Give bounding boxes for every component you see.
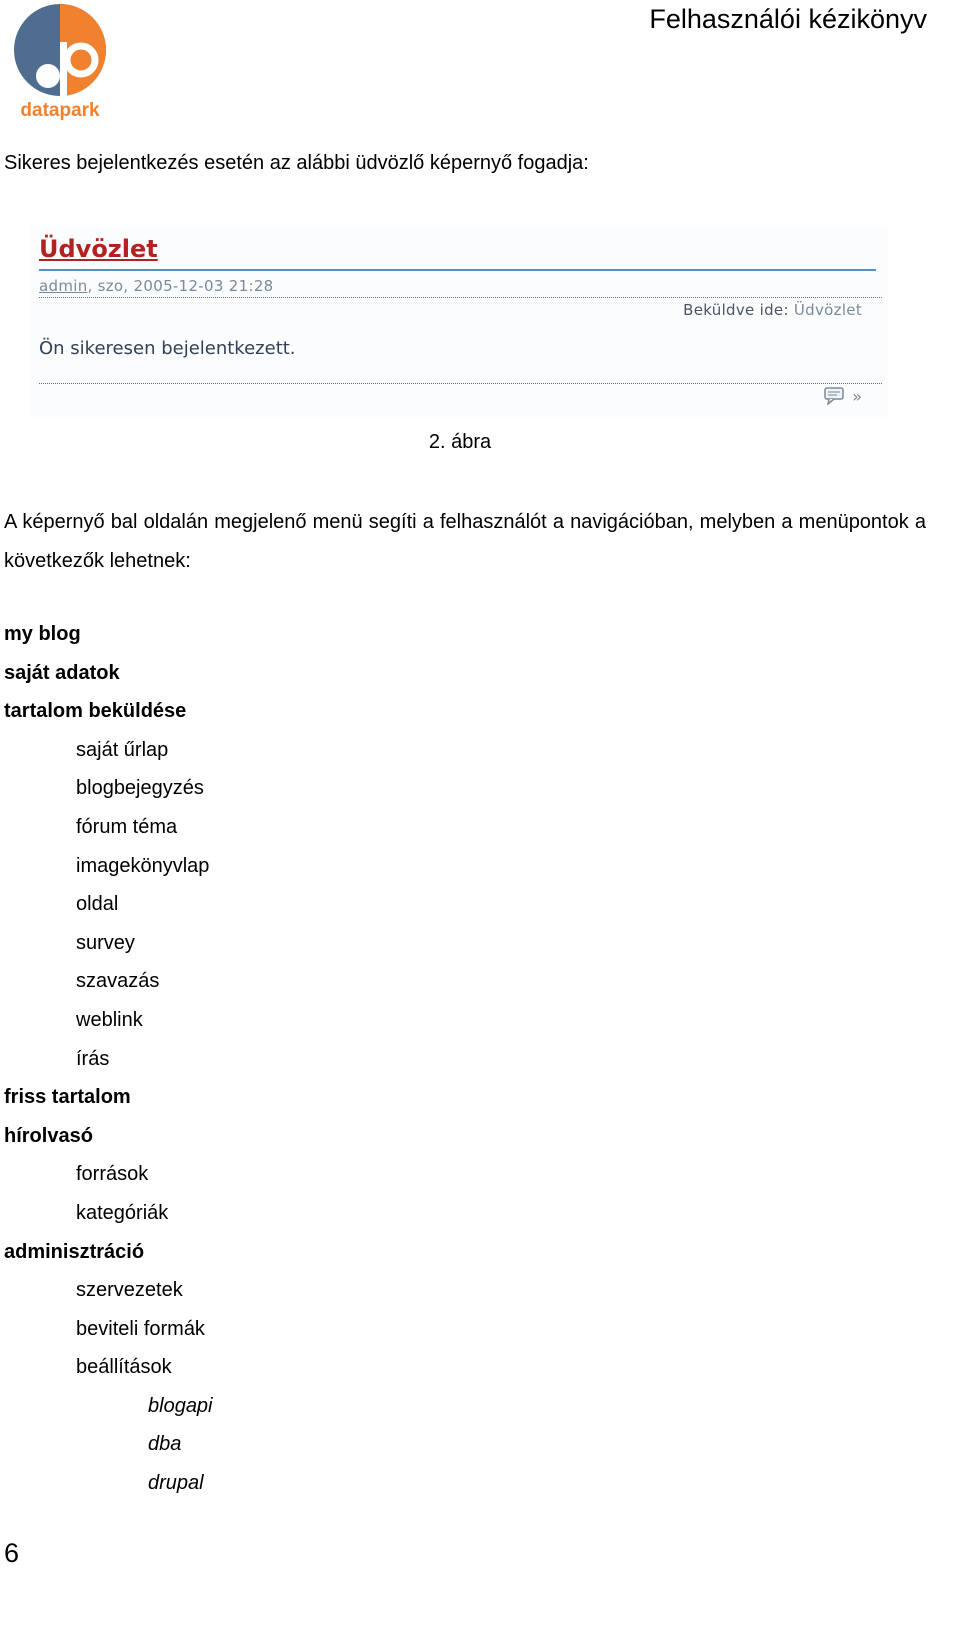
post-date: , szo, 2005-12-03 21:28 — [87, 277, 274, 295]
menu-description: A képernyő bal oldalán megjelenő menü segíti a felhasználót a navigációban, melyben a menüpontok a következők lehetnek: — [4, 511, 926, 572]
title-rule — [39, 269, 876, 271]
menu-item: weblink — [76, 1008, 143, 1031]
comment-icon[interactable] — [824, 387, 846, 405]
menu-item: dba — [148, 1433, 182, 1456]
menu-item: my blog — [4, 623, 81, 645]
menu-item: survey — [76, 931, 135, 954]
menu-item: tartalom beküldése — [4, 700, 187, 723]
page-number: 6 — [4, 1538, 20, 1568]
document-title: Felhasználói kézikönyv — [649, 4, 927, 34]
menu-item: források — [76, 1163, 149, 1186]
menu-list — [4, 615, 213, 1503]
menu-item: drupal — [148, 1472, 204, 1495]
figure-caption: 2. ábra — [428, 431, 492, 453]
menu-item: beállítások — [76, 1356, 172, 1379]
menu-item: friss tartalom — [4, 1086, 131, 1109]
welcome-title-link[interactable]: Üdvözlet — [39, 235, 158, 263]
meta-divider — [39, 297, 882, 298]
menu-item: fórum téma — [76, 815, 178, 838]
post-meta — [39, 277, 274, 295]
welcome-screenshot — [30, 227, 888, 417]
posted-to — [683, 301, 862, 319]
menu-item: blogbejegyzés — [76, 777, 204, 800]
menu-item: saját űrlap — [76, 738, 169, 761]
posted-link[interactable]: Üdvözlet — [793, 301, 862, 319]
menu-item: hírolvasó — [4, 1124, 93, 1147]
datapark-logo — [10, 2, 110, 127]
intro-text: Sikeres bejelentkezés esetén az alábbi üdvözlő képernyő fogadja: — [4, 152, 589, 174]
posted-label: Beküldve ide: — [683, 301, 789, 319]
menu-item: szervezetek — [76, 1279, 183, 1302]
menu-item: saját adatok — [4, 661, 120, 684]
more-arrow-icon[interactable]: » — [852, 387, 862, 406]
menu-item: blogapi — [148, 1394, 213, 1417]
welcome-message: Ön sikeresen bejelentkezett. — [39, 338, 296, 359]
author-link[interactable]: admin — [39, 277, 88, 295]
logo-text: datapark — [20, 100, 100, 121]
menu-item: kategóriák — [76, 1201, 169, 1224]
menu-item: imagekönyvlap — [76, 854, 210, 877]
menu-item: szavazás — [76, 970, 160, 993]
menu-item: írás — [76, 1047, 110, 1070]
menu-item: beviteli formák — [76, 1317, 205, 1340]
menu-item: adminisztráció — [4, 1240, 145, 1263]
footer-divider — [39, 383, 882, 384]
menu-item: oldal — [76, 893, 119, 916]
